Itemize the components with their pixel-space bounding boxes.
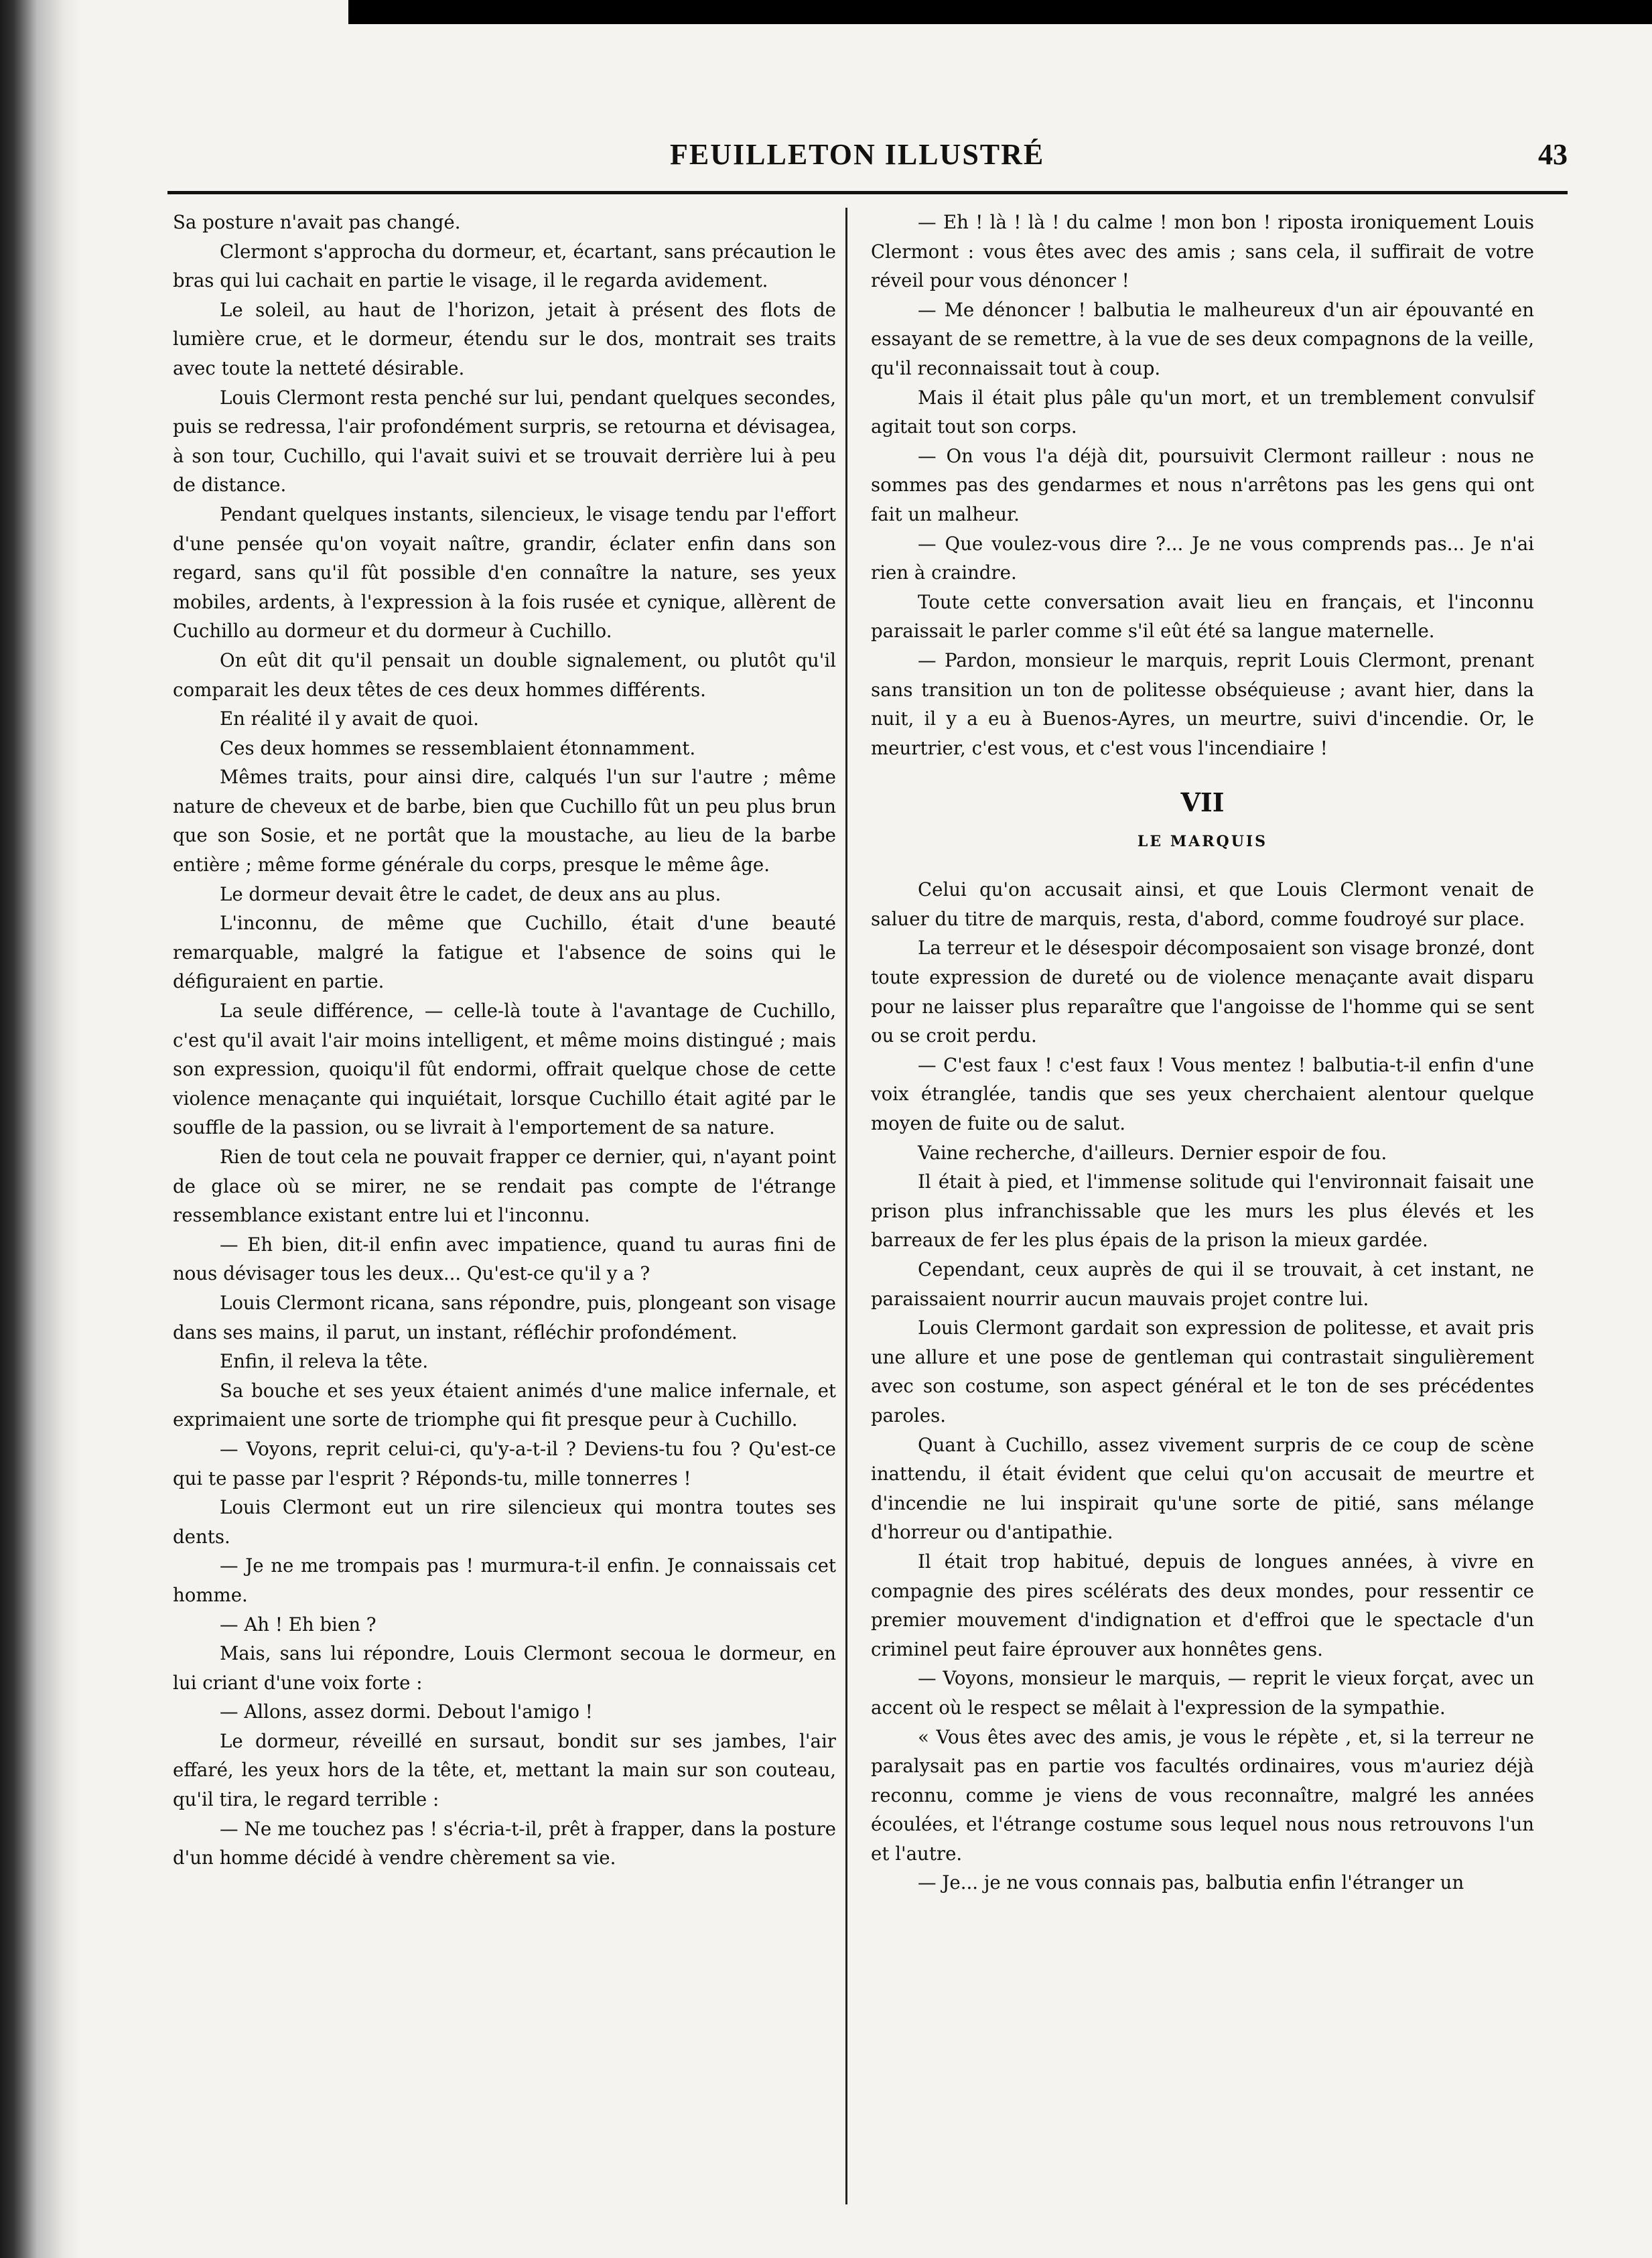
paragraph: Sa posture n'avait pas changé. (173, 211, 461, 233)
paragraph: On eût dit qu'il pensait un double signalement, ou plutôt qu'il comparait les deux têtes de ces deux hommes différents. (173, 649, 836, 701)
paragraph: Le dormeur devait être le cadet, de deux ans au plus. (220, 882, 721, 905)
chapter-title: LE MARQUIS (1137, 833, 1268, 851)
header-rule (167, 191, 1568, 194)
paragraph: Clermont s'approcha du dormeur, et, écartant, sans précaution le bras qui lui cachait en partie le visage, il le regarda avidement. (173, 240, 836, 292)
page-header (167, 131, 1568, 178)
paragraph: — Que voulez-vous dire ?... Je ne vous comprends pas... Je n'ai rien à craindre. (871, 532, 1534, 584)
paragraph: — Je ne me trompais pas ! murmura-t-il enfin. Je connaissais cet homme. (173, 1554, 836, 1606)
paragraph: Pendant quelques instants, silencieux, le visage tendu par l'effort d'une pensée qu'on voyait naître, grandir, éclater enfin dans son regard, sans qu'il fût possible d'en connaître la nature, ses yeux mobiles, ardents, à l'expression à la fois rusée et cynique, allèrent de Cuchillo au dormeur et du dormeur à Cuchillo. (173, 503, 836, 643)
paragraph: — Eh ! là ! là ! du calme ! mon bon ! riposta ironiquement Louis Clermont : vous êtes avec des amis ; sans cela, il suffirait de votre réveil pour vous dénoncer ! (871, 211, 1534, 292)
paragraph: Celui qu'on accusait ainsi, et que Louis Clermont venait de saluer du titre de marquis, resta, d'abord, comme foudroyé sur place. (871, 878, 1534, 930)
paragraph: — C'est faux ! c'est faux ! Vous mentez ! balbutia-t-il enfin d'une voix étranglée, tandis que ses yeux cherchaient alentour quelque moyen de fuite ou de salut. (871, 1053, 1534, 1135)
paragraph: Vaine recherche, d'ailleurs. Dernier espoir de fou. (918, 1141, 1387, 1164)
paragraph: — Eh bien, dit-il enfin avec impatience, quand tu auras fini de nous dévisager tous les deux... Qu'est-ce qu'il y a ? (173, 1233, 836, 1285)
paragraph: Quant à Cuchillo, assez vivement surpris de ce coup de scène inattendu, il était évident que celui qu'on accusait de meurtre et d'incendie ne lui inspirait qu'une sorte de pitié, sans mélange d'horreur ou d'antipathie. (871, 1433, 1534, 1544)
top-edge-bar (348, 0, 1652, 24)
running-title: FEUILLETON ILLUSTRÉ (670, 138, 1045, 171)
paragraph: Louis Clermont gardait son expression de politesse, et avait pris une allure et une pose de gentleman qui contrastait singulièrement avec son costume, son aspect général et le ton de ses précédentes paroles. (871, 1317, 1534, 1426)
paragraph: La terreur et le désespoir décomposaient son visage bronzé, dont toute expression de dureté ou de violence menaçante avait disparu pour ne laisser plus reparaître que l'angoisse de l'homme qui se sent ou se croit perdu. (871, 937, 1534, 1047)
paragraph: Enfin, il releva la tête. (220, 1350, 429, 1373)
paragraph: — Me dénoncer ! balbutia le malheureux d'un air épouvanté en essayant de se remettre, à la vue de ses deux compagnons de la veille, qu'il reconnaissait tout à coup. (871, 298, 1534, 379)
paragraph: — On vous l'a déjà dit, poursuivit Clermont railleur : nous ne sommes pas des gendarmes et nous n'arrêtons pas les gens qui ont fait un malheur. (871, 444, 1534, 525)
paragraph: Sa bouche et ses yeux étaient animés d'une malice infernale, et exprimaient une sorte de triomphe qui fit presque peur à Cuchillo. (173, 1379, 836, 1431)
page-number: 43 (1538, 138, 1568, 171)
paragraph: La seule différence, — celle-là toute à l'avantage de Cuchillo, c'est qu'il avait l'air moins intelligent, et même moins distingué ; mais son expression, quoiqu'il fût endormi, offrait quelque chose de cette violence menaçante qui inquiétait, lorsque Cuchillo était agité par le souffle de la passion, ou se livrait à l'emportement de sa nature. (173, 1000, 836, 1139)
paragraph: — Voyons, reprit celui-ci, qu'y-a-t-il ? Deviens-tu fou ? Qu'est-ce qui te passe par l'esprit ? Réponds-tu, mille tonnerres ! (173, 1437, 836, 1489)
binding-edge-shadow (0, 0, 80, 2258)
column-divider (845, 208, 847, 2204)
paragraph: Ces deux hommes se ressemblaient étonnamment. (220, 736, 696, 759)
paragraph: — Je... je ne vous connais pas, balbutia enfin l'étranger un (918, 1871, 1464, 1894)
paragraph: Le dormeur, réveillé en sursaut, bondit sur ses jambes, l'air effaré, les yeux hors de la tête, et, mettant la main sur son couteau, qu'il tira, le regard terrible : (173, 1729, 836, 1811)
paragraph: Il était trop habitué, depuis de longues années, à vivre en compagnie des pires scélérats des deux mondes, pour ressentir ce premier mouvement d'indignation et d'effroi que le spectacle d'un criminel peut faire éprouver aux honnêtes gens. (871, 1550, 1534, 1660)
chapter-number: VII (1180, 787, 1225, 818)
paragraph: Cependant, ceux auprès de qui il se trouvait, à cet instant, ne paraissaient nourrir aucun mauvais projet contre lui. (871, 1258, 1534, 1310)
paragraph: — Voyons, monsieur le marquis, — reprit le vieux forçat, avec un accent où le respect se mêlait à l'expression de la sympathie. (871, 1667, 1534, 1719)
paragraph: Le soleil, au haut de l'horizon, jetait à présent des flots de lumière crue, et le dormeur, étendu sur le dos, montrait ses traits avec toute la netteté désirable. (173, 298, 836, 379)
paragraph: Mais il était plus pâle qu'un mort, et un tremblement convulsif agitait tout son corps. (871, 386, 1534, 438)
paragraph: Louis Clermont eut un rire silencieux qui montra toutes ses dents. (173, 1496, 836, 1548)
right-column (871, 208, 1534, 1898)
paragraph: — Ne me touchez pas ! s'écria-t-il, prêt à frapper, dans la posture d'un homme décidé à vendre chèrement sa vie. (173, 1817, 836, 1869)
paragraph: — Allons, assez dormi. Debout l'amigo ! (220, 1701, 593, 1723)
paragraph: Toute cette conversation avait lieu en français, et l'inconnu paraissait le parler comme s'il eût été sa langue maternelle. (871, 590, 1534, 643)
paragraph: Rien de tout cela ne pouvait frapper ce dernier, qui, n'ayant point de glace où se mirer, ne se rendait pas compte de l'étrange ressemblance existant entre lui et l'inconnu. (173, 1146, 836, 1227)
paragraph: L'inconnu, de même que Cuchillo, était d'une beauté remarquable, malgré la fatigue et l'absence de soins qui le défiguraient en partie. (173, 912, 836, 993)
paragraph: « Vous êtes avec des amis, je vous le répète , et, si la terreur ne paralysait pas en partie vos facultés ordinaires, vous m'auriez déjà reconnu, comme je viens de vous reconnaître, malgré les années écoulées, et l'étrange costume sous lequel nous nous retrouvons l'un et l'autre. (871, 1725, 1534, 1865)
paragraph: — Ah ! Eh bien ? (220, 1613, 376, 1636)
paragraph: Louis Clermont ricana, sans répondre, puis, plongeant son visage dans ses mains, il parut, un instant, réfléchir profondément. (173, 1291, 836, 1343)
paragraph: Louis Clermont resta penché sur lui, pendant quelques secondes, puis se redressa, l'air profondément surpris, se retourna et dévisagea, à son tour, Cuchillo, qui l'avait suivi et se trouvait derrière lui à peu de distance. (173, 386, 836, 496)
paragraph: — Pardon, monsieur le marquis, reprit Louis Clermont, prenant sans transition un ton de politesse obséquieuse ; avant hier, dans la nuit, il y a eu à Buenos-Ayres, un meurtre, suivi d'incendie. Or, le meurtrier, c'est vous, et c'est vous l'incendiaire ! (871, 649, 1534, 759)
left-column (173, 208, 836, 1873)
paragraph: Il était à pied, et l'immense solitude qui l'environnait faisait une prison plus infranchissable que les murs les plus élevés et les barreaux de fer les plus épais de la prison la mieux gardée. (871, 1171, 1534, 1252)
paragraph: Mais, sans lui répondre, Louis Clermont secoua le dormeur, en lui criant d'une voix forte : (173, 1642, 836, 1694)
paragraph: Mêmes traits, pour ainsi dire, calqués l'un sur l'autre ; même nature de cheveux et de barbe, bien que Cuchillo fût un peu plus brun que son Sosie, et ne portât que la moustache, au lieu de la barbe entière ; même forme générale du corps, presque le même âge. (173, 766, 836, 876)
paragraph: En réalité il y avait de quoi. (220, 708, 479, 730)
